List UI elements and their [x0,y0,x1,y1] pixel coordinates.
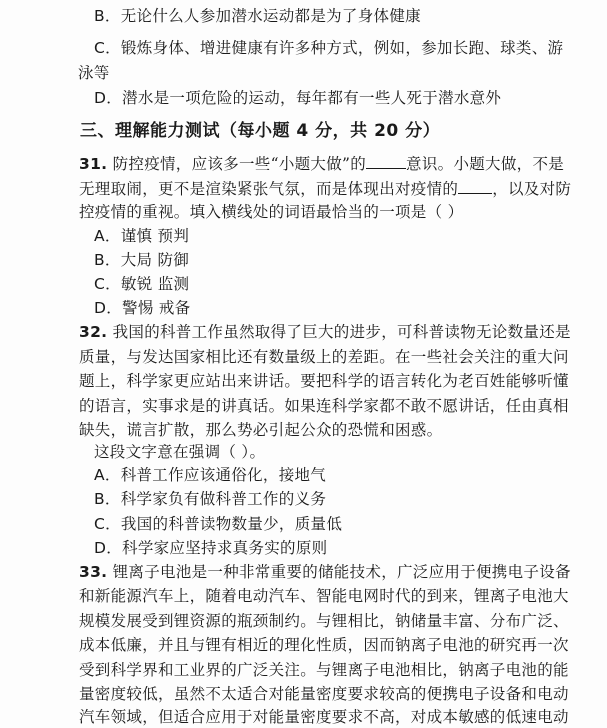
q31-blank-1 [366,153,406,169]
prev-option-c-cont: 泳等 [78,64,110,82]
q31-number: 31. [79,155,108,173]
q32-option-d: D．科学家应坚持求真务实的原则 [94,539,328,557]
q31-line-1 [79,153,564,174]
q32-line-1 [79,322,571,342]
q31-option-a: A．谨慎 预判 [94,227,190,245]
q32-line-4: 的语言，实事求是的讲真话。如果连科学家都不敢不愿讲话，任由真相 [79,397,569,415]
q32-text-1: 我国的科普工作虽然取得了巨大的进步，可科普读物无论数量还是 [112,323,571,341]
q33-line-4: 成本低廉，并且与锂有相近的理化性质，因而钠离子电池的研究再一次 [79,636,569,654]
q32-line-5: 缺失，谎言扩散，那么势必引起公众的恐慌和困惑。 [79,421,443,439]
q31-text-1b: 意识。小题大做，不是 [406,155,565,173]
q33-line-1 [79,562,571,582]
prev-option-d: D．潜水是一项危险的运动，每年都有一些人死于潜水意外 [94,89,502,107]
q32-number: 32. [79,323,108,341]
q31-text-2b: ，以及对防 [492,180,572,198]
q31-option-d: D．警惕 戒备 [94,299,191,317]
q31-option-b: B．大局 防御 [94,251,190,269]
q33-line-6: 量密度较低，虽然不太适合对能量密度要求较高的便携电子设备和电动 [79,685,569,703]
prev-option-c: C．锻炼身体、增进健康有许多种方式，例如，参加长跑、球类、游 [94,39,564,57]
q32-line-2: 质量，与发达国家相比还有数量级上的差距。在一些社会关注的重大问 [79,348,569,366]
q33-text-1: 锂离子电池是一种非常重要的储能技术，广泛应用于便携电子设备 [112,563,571,581]
prev-option-b: B．无论什么人参加潜水运动都是为了身体健康 [94,7,421,25]
q32-option-c: C．我国的科普读物数量少，质量低 [94,515,343,533]
q33-line-5: 受到科学界和工业界的广泛关注。与锂离子电池相比，钠离子电池的能 [79,661,569,679]
q32-prompt: 这段文字意在强调（ ）。 [94,443,266,461]
q32-option-a: A．科普工作应该通俗化，接地气 [94,466,327,484]
q31-option-c: C．敏锐 监测 [94,275,190,293]
q31-blank-2 [458,178,492,194]
q33-line-2: 和新能源汽车上，随着电动汽车、智能电网时代的到来，锂离子电池大 [79,587,569,605]
q31-line-3: 控疫情的重视。填入横线处的词语最恰当的一项是（ ） [79,203,464,221]
q33-line-7: 汽车领域，但适合应用于对能量密度要求不高，对成本敏感的低速电动 [79,708,569,726]
q33-number: 33. [79,563,108,581]
section-heading: 三、理解能力测试（每小题 4 分，共 20 分） [80,121,441,141]
q31-text-2a: 无理取闹，更不是渲染紧张气氛，而是体现出对疫情的 [79,180,459,198]
q32-line-3: 题上，科学家更应站出来讲话。要把科学的语言转化为老百姓能够听懂 [79,372,569,390]
q32-option-b: B．科学家负有做科普工作的义务 [94,490,327,508]
q31-line-2 [79,178,571,199]
q31-text-1a: 防控疫情，应该多一些“小题大做”的 [112,155,367,173]
q33-line-3: 规模发展受到锂资源的瓶颈制约。与锂相比，钠储量丰富、分布广泛、 [79,612,569,630]
